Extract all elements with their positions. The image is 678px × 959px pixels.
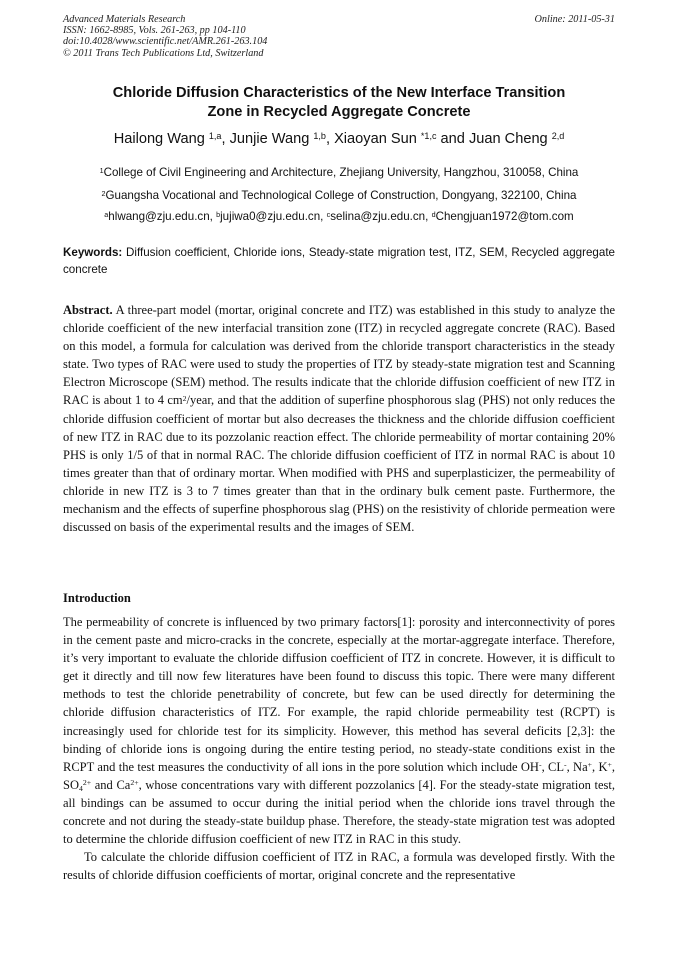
ion-text: , SO [63, 759, 616, 792]
author-affiliation-mark: 2,d [551, 130, 565, 141]
online-date: Online: 2011-05-31 [534, 14, 615, 25]
ion-text: , Na [566, 759, 588, 774]
abstract [63, 301, 615, 536]
email-address: hlwang@zju.edu.cn, [108, 210, 217, 223]
author-emails [63, 210, 615, 224]
email-address: selina@zju.edu.cn, [330, 210, 432, 223]
intro-paragraph-2: To calculate the chloride diffusion coefficient of ITZ in RAC, a formula was developed firstly. With the results of chloride diffusion coefficients of mortar, original concrete and the representative [63, 850, 615, 883]
title-line-2: Zone in Recycled Aggregate Concrete [207, 103, 471, 120]
ion-charge: - [538, 759, 542, 769]
author-affiliation-mark: *1,c [420, 130, 437, 141]
email-mark: a [104, 209, 109, 219]
keywords-text: Diffusion coefficient, Chloride ions, Steady-state migration test, ITZ, SEM, Recycled aggregate concrete [63, 246, 615, 276]
intro-text: The permeability of concrete is influenced by two primary factors[1]: porosity and interconnectivity of pores in the cement paste and micro-cracks in the concrete, especially at the mortar-aggregate interface. Therefore, it’s very important to evaluate the chloride diffusion coefficient of ITZ in concrete. However, it is difficult to get it directly and till now few literatures have been found to discuss this topic. There were many different methods to test the chloride penetrability of concrete, but few can be used directly for determining the chloride diffusion characteristics of ITZ. For example, the rapid chloride permeability test (RCPT) is increasingly used for chloride test for its simplicity. However, this method has several deficits [2,3]: the binding of chloride ions is ongoing during the entire testing period, no steady-state conditions exist in the RCPT and the test measures the conductivity of all ions in the pore solution which include OH [63, 615, 615, 774]
ion-charge: - [564, 759, 567, 769]
ion-charge: 2+ [82, 777, 92, 787]
author-name: Junjie Wang [229, 131, 314, 147]
abstract-label: Abstract. [63, 303, 113, 317]
email-mark: c [326, 209, 331, 219]
author-separator: , [325, 131, 335, 147]
title-line-1: Chloride Diffusion Characteristics of the New Interface Transition [112, 85, 566, 101]
keywords-label: Keywords: [63, 246, 123, 259]
copyright-line: © 2011 Trans Tech Publications Ltd, Switzerland [63, 47, 264, 59]
affiliation-text: Guangsha Vocational and Technological College of Construction, Dongyang, 322100, China [105, 189, 577, 202]
issn-line: ISSN: 1662-8985, Vols. 261-263, pp 104-110 [63, 25, 246, 37]
author-name: Hailong Wang [113, 131, 209, 147]
email-mark: b [216, 209, 221, 219]
email-address: Chengjuan1972@tom.com [435, 210, 574, 223]
author-separator: , [221, 131, 230, 147]
journal-header [63, 14, 615, 59]
intro-paragraph-1 [63, 613, 615, 848]
author-affiliation-mark: 1,a [208, 130, 222, 141]
affiliation-1 [63, 166, 615, 180]
email-mark: d [431, 209, 436, 219]
author-list [63, 130, 615, 148]
author-separator: and [436, 131, 469, 147]
paper-title [63, 84, 615, 121]
section-heading-introduction: Introduction [63, 591, 131, 605]
introduction-body [63, 613, 615, 884]
ion-charge: 2+ [130, 777, 139, 787]
affiliation-mark: 1 [99, 165, 104, 175]
ion-text: , K [592, 759, 608, 774]
ion-text: and Ca [91, 777, 131, 792]
abstract-text-1: A three-part model (mortar, original concrete and ITZ) was established in this study to analyze the chloride coefficient of the new interfacial transition zone (ITZ) in recycled aggregate concrete (RAC). Based on this model, a formula for calculation was derived from the chloride transport characteristics in the steady state. Two types of RAC were used to study the properties of ITZ by steady-state migration test and Scanning Electron Microscope (SEM) method. The results indicate that the chloride diffusion coefficient of new ITZ in RAC is about 1 to 4 cm [63, 303, 615, 408]
author-name: Juan Cheng [468, 131, 552, 147]
affiliation-2 [63, 189, 615, 203]
journal-name: Advanced Materials Research [63, 14, 186, 25]
author-name: Xiaoyan Sun [334, 131, 421, 147]
affiliation-text: College of Civil Engineering and Architecture, Zhejiang University, Hangzhou, 310058, China [103, 166, 579, 179]
abstract-text-2: /year, and that the addition of superfine phosphorous slag (PHS) not only reduces the chloride diffusion coefficient of mortar but also decreases the thickness and the chloride diffusion coefficient of new ITZ in RAC due to its pozzolanic reaction effect. The chloride permeability of mortar containing 20% PHS is only 1/5 of that in normal RAC. The chloride diffusion coefficient of ITZ in normal RAC is about 10 times greater than that of ordinary mortar. When modified with PHS and superplasticizer, the permeability of chloride in new ITZ is 3 to 7 times greater than that in the ordinary bulk cement paste. Furthermore, the mechanism and the effects of superfine phosphorous slag (PHS) on the resistivity of chloride permeation were discussed on basis of the experimental results and the images of SEM. [63, 393, 615, 535]
ion-charge: + [607, 759, 612, 769]
doi-line: doi:10.4028/www.scientific.net/AMR.261-263.104 [63, 36, 268, 48]
email-address: jujiwa0@zju.edu.cn, [220, 210, 327, 223]
affiliation-mark: 2 [101, 188, 106, 198]
ion-charge: + [587, 759, 593, 769]
keywords [63, 245, 615, 278]
ion-subscript: 4 [78, 783, 83, 793]
ion-text: , CL [541, 759, 564, 774]
intro-text: , whose concentrations vary with different pozzolanics [4]. For the steady-state migration test, all bindings can be assumed to occur during the initial period when the chloride ions travel through the concrete and not during the steady-state buildup phase. Therefore, the steady-state migration test was adopted to determine the chloride diffusion coefficient of new ITZ in RAC in this study. [63, 777, 615, 847]
abstract-superscript: 2 [182, 393, 187, 403]
author-affiliation-mark: 1,b [313, 130, 326, 141]
